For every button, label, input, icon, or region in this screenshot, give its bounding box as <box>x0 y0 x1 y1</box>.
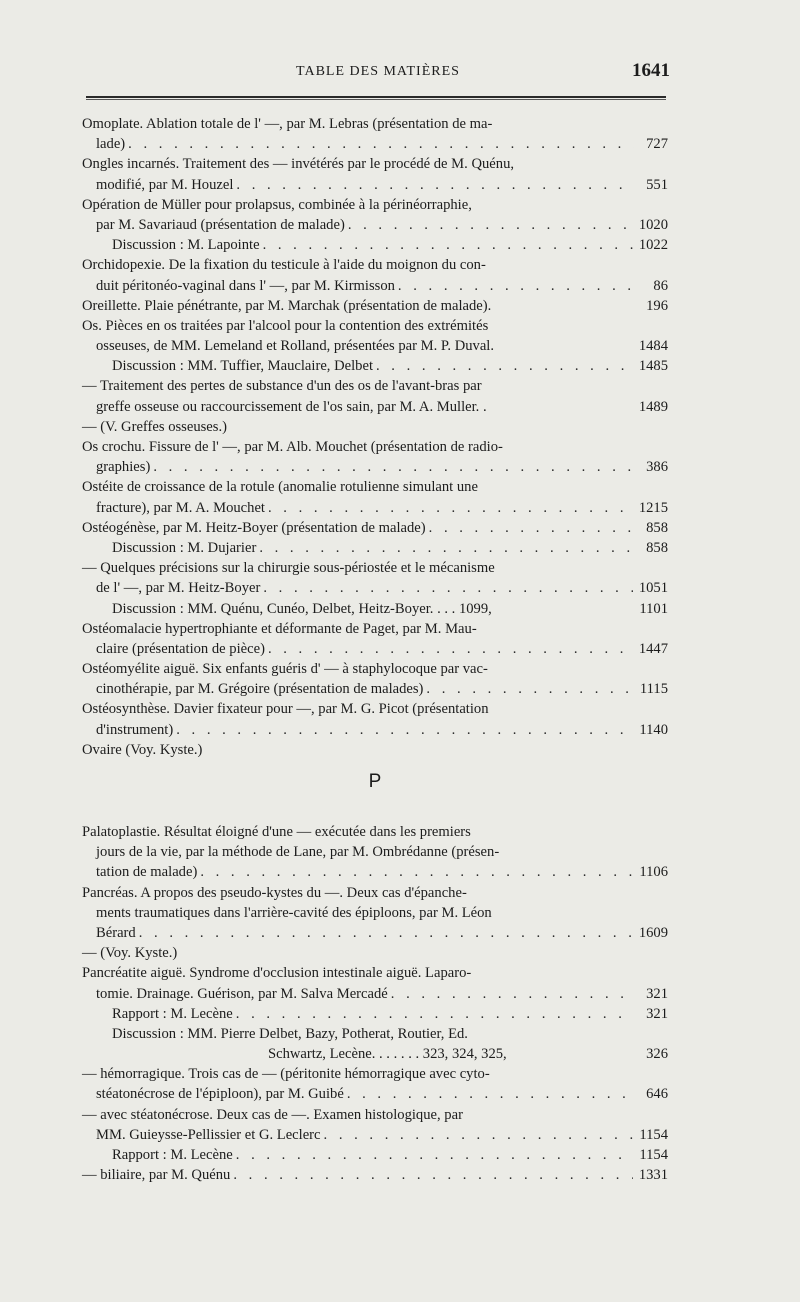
index-line <box>82 558 668 578</box>
entry-page-number: 1331 <box>638 1167 668 1184</box>
dot-leader <box>233 1145 634 1165</box>
entry-page-number: 1022 <box>638 237 668 254</box>
entry-text: modifié, par M. Houzel <box>96 176 234 193</box>
entry-text: Ovaire (Voy. Kyste.) <box>82 741 203 758</box>
entry-page-number: 551 <box>646 176 668 193</box>
index-line <box>82 518 668 538</box>
entry-text: stéatonécrose de l'épiploon), par M. Guibé <box>96 1086 344 1103</box>
dot-leader <box>136 923 633 943</box>
entry-page-number: 196 <box>646 297 668 314</box>
entry-text: Ongles incarnés. Traitement des — invétérés par le procédé de M. Quénu, <box>82 156 515 173</box>
dot-leader <box>344 1084 634 1104</box>
dot-leader <box>345 215 633 235</box>
index-line <box>82 1125 668 1145</box>
index-line <box>82 437 668 457</box>
entry-page-number: 1484 <box>638 338 668 355</box>
entry-text: — (Voy. Kyste.) <box>82 945 178 962</box>
entry-page-number: 1154 <box>639 1126 668 1143</box>
entry-text: duit péritonéo-vaginal dans l' —, par M. Kirmisson <box>96 277 395 294</box>
index-line <box>82 336 668 356</box>
index-line <box>82 639 668 659</box>
index-line <box>82 720 668 740</box>
page-number: 1641 <box>632 60 670 81</box>
entry-text: — hémorragique. Trois cas de — (péritonite hémorragique avec cyto- <box>82 1066 490 1083</box>
entry-page-number: 1020 <box>638 216 668 233</box>
index-line <box>82 356 668 376</box>
spacer <box>507 1044 634 1064</box>
index-body <box>82 114 668 1185</box>
index-line <box>82 316 668 336</box>
entry-text: — (V. Greffes osseuses.) <box>82 418 227 435</box>
entry-page-number: 1489 <box>638 398 668 415</box>
index-line <box>82 943 668 963</box>
dot-leader <box>388 984 634 1004</box>
dot-leader <box>197 862 633 882</box>
dot-leader <box>233 175 634 195</box>
entry-text: jours de la vie, par la méthode de Lane, par M. Ombrédanne (présen- <box>96 844 500 861</box>
entry-text: Orchidopexie. De la fixation du testicule à l'aide du moignon du con- <box>82 257 486 274</box>
dot-leader <box>395 276 634 296</box>
header-rule-thin <box>86 99 666 100</box>
entry-text: osseuses, de MM. Lemeland et Rolland, présentées par M. P. Duval. <box>96 338 495 355</box>
section-p-entries <box>82 822 668 1185</box>
dot-leader <box>373 356 633 376</box>
entry-page-number: 1215 <box>638 499 668 516</box>
entry-page-number: 326 <box>646 1046 668 1063</box>
running-header <box>86 60 670 86</box>
entry-page-number: 858 <box>646 519 668 536</box>
dot-leader <box>426 518 634 538</box>
dot-leader <box>173 720 633 740</box>
header-rule <box>86 96 666 98</box>
entry-text: Discussion : M. Lapointe <box>112 237 260 254</box>
entry-text: claire (présentation de pièce) <box>96 640 265 657</box>
entry-page-number: 1051 <box>638 580 668 597</box>
index-line <box>82 134 668 154</box>
index-line <box>82 397 668 417</box>
entry-text: Discussion : MM. Pierre Delbet, Bazy, Potherat, Routier, Ed. <box>112 1025 468 1042</box>
entry-page-number: 727 <box>646 136 668 153</box>
entry-text: — Traitement des pertes de substance d'un des os de l'avant-bras par <box>82 378 482 395</box>
spacer <box>494 336 633 356</box>
entry-page-number: 1447 <box>638 640 668 657</box>
index-line <box>82 195 668 215</box>
section-o-entries <box>82 114 668 760</box>
index-line <box>82 538 668 558</box>
index-line <box>82 477 668 497</box>
entry-page-number: 858 <box>646 539 668 556</box>
index-line <box>82 984 668 1004</box>
entry-text: — avec stéatonécrose. Deux cas de —. Examen histologique, par <box>82 1106 463 1123</box>
entry-text: — biliaire, par M. Quénu <box>82 1167 231 1184</box>
index-line <box>82 276 668 296</box>
entry-text: lade) <box>96 136 126 153</box>
entry-text: Os. Pièces en os traitées par l'alcool pour la contention des extrémités <box>82 317 489 334</box>
entry-text: Schwartz, Lecène. . . . . . . 323, 324, 325, <box>268 1046 507 1063</box>
dot-leader <box>150 457 634 477</box>
entry-text: Pancréatite aiguë. Syndrome d'occlusion intestinale aiguë. Laparo- <box>82 965 472 982</box>
entry-text: Bérard <box>96 924 136 941</box>
index-line <box>82 659 668 679</box>
spacer <box>487 397 633 417</box>
index-line <box>82 599 668 619</box>
index-line <box>82 578 668 598</box>
index-line <box>82 740 668 760</box>
index-line <box>82 842 668 862</box>
dot-leader <box>260 578 632 598</box>
index-line <box>82 1024 668 1044</box>
entry-page-number: 1106 <box>639 864 668 881</box>
index-line <box>82 1064 668 1084</box>
entry-page-number: 1140 <box>639 721 668 738</box>
entry-text: Ostéite de croissance de la rotule (anomalie rotulienne simulant une <box>82 479 478 496</box>
index-line <box>82 215 668 235</box>
entry-text: par M. Savariaud (présentation de malade) <box>96 216 345 233</box>
entry-text: Discussion : MM. Quénu, Cunéo, Delbet, Heitz-Boyer. . . . 1099, <box>112 600 492 617</box>
index-line <box>82 822 668 842</box>
entry-page-number: 1485 <box>638 358 668 375</box>
index-line <box>82 376 668 396</box>
index-line <box>82 619 668 639</box>
index-line <box>82 457 668 477</box>
header-title: TABLE DES MATIÈRES <box>296 64 460 79</box>
entry-text: Palatoplastie. Résultat éloigné d'une — exécutée dans les premiers <box>82 824 471 840</box>
entry-text: Omoplate. Ablation totale de l' —, par M. Lebras (présentation de ma- <box>82 116 493 132</box>
entry-page-number: 86 <box>653 277 668 294</box>
index-line <box>82 923 668 943</box>
section-letter: P <box>368 771 382 792</box>
dot-leader <box>233 1004 634 1024</box>
index-line <box>82 235 668 255</box>
entry-page-number: 1154 <box>639 1147 668 1163</box>
index-line <box>82 114 668 134</box>
index-line <box>82 1145 668 1165</box>
index-line <box>82 963 668 983</box>
dot-leader <box>321 1125 634 1145</box>
entry-text: tomie. Drainage. Guérison, par M. Salva Mercadé <box>96 985 388 1002</box>
entry-page-number: 646 <box>646 1086 668 1103</box>
index-line <box>82 498 668 518</box>
spacer <box>492 599 634 619</box>
index-line <box>82 862 668 882</box>
index-line <box>82 255 668 275</box>
entry-page-number: 1609 <box>638 924 668 941</box>
index-line <box>82 1004 668 1024</box>
entry-text: Discussion : MM. Tuffier, Mauclaire, Delbet <box>112 358 373 375</box>
index-line <box>82 699 668 719</box>
entry-text: d'instrument) <box>96 721 174 738</box>
dot-leader <box>125 134 634 154</box>
entry-text: Ostéosynthèse. Davier fixateur pour —, par M. G. Picot (présentation <box>82 701 489 718</box>
entry-text: Os crochu. Fissure de l' —, par M. Alb. Mouchet (présentation de radio- <box>82 439 503 455</box>
entry-text: fracture), par M. A. Mouchet <box>96 499 265 516</box>
spacer <box>491 296 634 316</box>
index-line <box>82 1044 668 1064</box>
entry-page-number: 321 <box>646 985 668 1002</box>
index-line <box>82 1165 668 1185</box>
dot-leader <box>265 639 633 659</box>
entry-text: graphies) <box>96 459 151 476</box>
entry-page-number: 386 <box>646 459 668 476</box>
entry-text: Opération de Müller pour prolapsus, combinée à la périnéorraphie, <box>82 196 472 213</box>
index-line <box>82 175 668 195</box>
dot-leader <box>256 538 634 558</box>
index-line <box>82 154 668 174</box>
entry-text: Oreillette. Plaie pénétrante, par M. Marchak (présentation de malade). <box>82 297 492 314</box>
entry-text: tation de malade) <box>96 864 198 881</box>
entry-text: ments traumatiques dans l'arrière-cavité des épiploons, par M. Léon <box>96 904 492 921</box>
entry-text: — Quelques précisions sur la chirurgie sous-périostée et le mécanisme <box>82 560 495 577</box>
entry-page-number: 1101 <box>639 600 668 617</box>
entry-text: greffe osseuse ou raccourcissement de l'os sain, par M. A. Muller. . <box>96 398 487 415</box>
entry-text: Ostéogénèse, par M. Heitz-Boyer (présentation de malade) <box>82 519 426 536</box>
index-line <box>82 883 668 903</box>
index-line <box>82 417 668 437</box>
index-line <box>82 1105 668 1125</box>
entry-page-number: 321 <box>646 1005 668 1022</box>
dot-leader <box>260 235 633 255</box>
entry-text: Discussion : M. Dujarier <box>112 539 257 556</box>
index-line <box>82 296 668 316</box>
entry-text: cinothérapie, par M. Grégoire (présentation de malades) <box>96 681 424 698</box>
entry-page-number: 1115 <box>639 681 668 698</box>
entry-text: Pancréas. A propos des pseudo-kystes du —. Deux cas d'épanche- <box>82 884 467 901</box>
entry-text: Ostéomyélite aiguë. Six enfants guéris d' — à staphylocoque par vac- <box>82 661 488 678</box>
dot-leader <box>265 498 633 518</box>
index-line <box>82 1084 668 1104</box>
index-line <box>82 679 668 699</box>
entry-text: Rapport : M. Lecène <box>112 1005 233 1022</box>
index-line <box>82 903 668 923</box>
entry-text: de l' —, par M. Heitz-Boyer <box>96 580 261 597</box>
dot-leader <box>230 1165 632 1185</box>
entry-text: Ostéomalacie hypertrophiante et déformante de Paget, par M. Mau- <box>82 620 477 637</box>
entry-text: Rapport : M. Lecène <box>112 1147 233 1163</box>
dot-leader <box>423 679 633 699</box>
entry-text: MM. Guieysse-Pellissier et G. Leclerc <box>96 1126 321 1143</box>
